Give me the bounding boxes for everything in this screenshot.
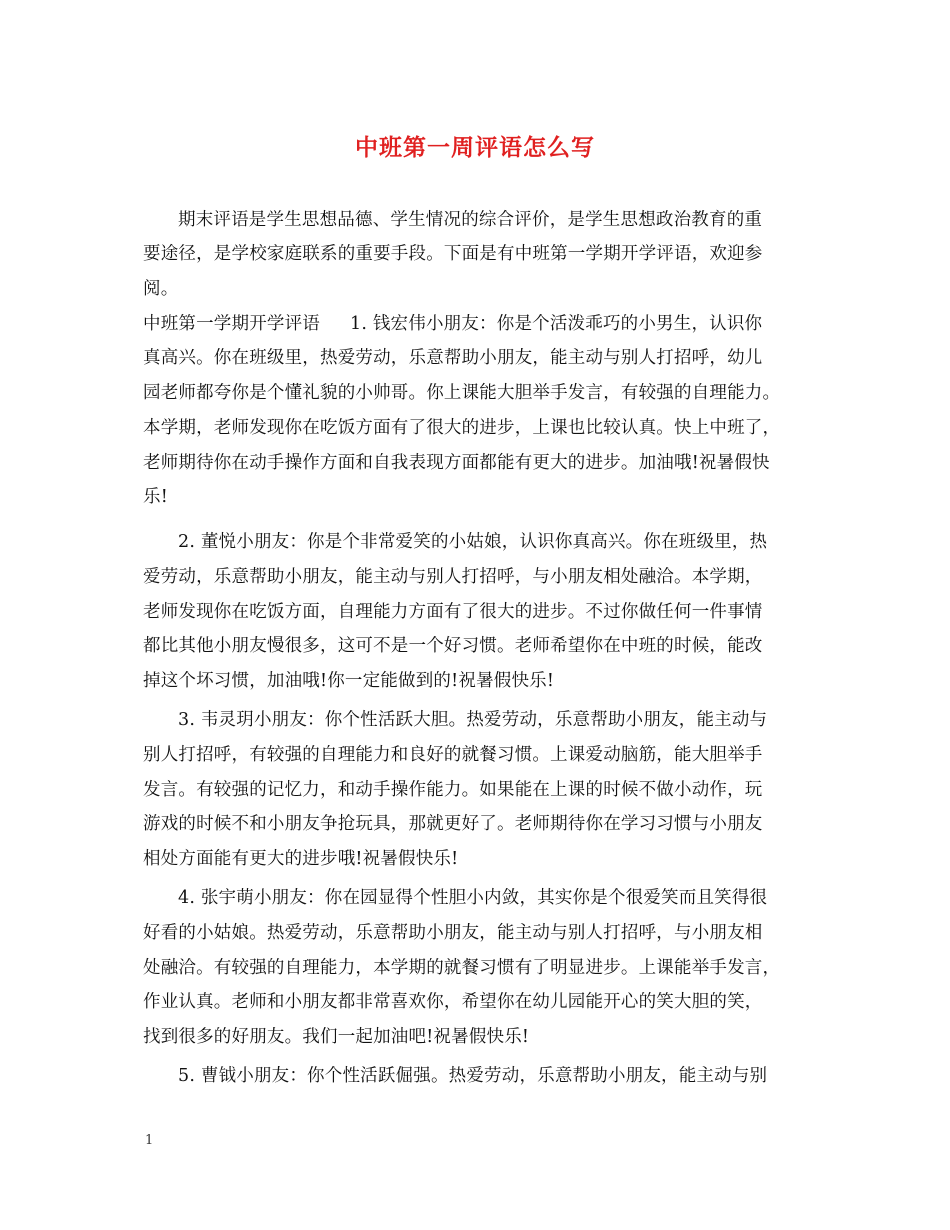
text-line: 老师期待你在动手操作方面和自我表现方面都能有更大的进步。加油哦!祝暑假快 xyxy=(143,453,770,473)
text-line: 都比其他小朋友慢很多，这可不是一个好习惯。老师希望你在中班的时候，能改 xyxy=(143,636,763,656)
section-heading: 中班第一学期开学评语 xyxy=(143,314,320,334)
page-number: 1 xyxy=(145,1133,154,1148)
text-line-inline: 1. 钱宏伟小朋友：你是个活泼乖巧的小男生，认识你 xyxy=(350,314,763,334)
text-line: 园老师都夸你是个懂礼貌的小帅哥。你上课能大胆举手发言，有较强的自理能力。 xyxy=(143,383,781,403)
text-line: 相处方面能有更大的进步哦!祝暑假快乐! xyxy=(143,849,459,869)
text-line: 好看的小姑娘。热爱劳动，乐意帮助小朋友，能主动与别人打招呼，与小朋友相 xyxy=(143,923,763,943)
text-line: 游戏的时候不和小朋友争抢玩具，那就更好了。老师期待你在学习习惯与小朋友 xyxy=(143,814,763,834)
text-line: 5. 曹钺小朋友：你个性活跃倔强。热爱劳动，乐意帮助小朋友，能主动与别 xyxy=(178,1066,768,1086)
text-line: 发言。有较强的记忆力，和动手操作能力。如果能在上课的时候不做小动作，玩 xyxy=(143,780,763,800)
text-line: 期末评语是学生思想品德、学生情况的综合评价，是学生思想政治教育的重 xyxy=(178,210,763,230)
text-line: 要途径，是学校家庭联系的重要手段。下面是有中班第一学期开学评语，欢迎参 xyxy=(143,244,763,264)
text-line: 本学期，老师发现你在吃饭方面有了很大的进步，上课也比较认真。快上中班了， xyxy=(143,418,781,438)
text-line: 乐! xyxy=(143,487,168,507)
text-line: 3. 韦灵玥小朋友：你个性活跃大胆。热爱劳动，乐意帮助小朋友，能主动与 xyxy=(178,710,768,730)
text-line: 4. 张宇萌小朋友：你在园显得个性胆小内敛，其实你是个很爱笑而且笑得很 xyxy=(178,888,768,908)
text-line: 爱劳动，乐意帮助小朋友，能主动与别人打招呼，与小朋友相处融洽。本学期， xyxy=(143,567,763,587)
text-line: 别人打招呼，有较强的自理能力和良好的就餐习惯。上课爱动脑筋，能大胆举手 xyxy=(143,745,763,765)
text-line-heading-row xyxy=(143,312,833,336)
text-line: 作业认真。老师和小朋友都非常喜欢你，希望你在幼儿园能开心的笑大胆的笑， xyxy=(143,992,763,1012)
text-line: 真高兴。你在班级里，热爱劳动，乐意帮助小朋友，能主动与别人打招呼，幼儿 xyxy=(143,348,763,368)
text-line: 掉这个坏习惯，加油哦!你一定能做到的!祝暑假快乐! xyxy=(143,671,555,691)
text-line: 阅。 xyxy=(143,279,179,299)
text-line: 找到很多的好朋友。我们一起加油吧!祝暑假快乐! xyxy=(143,1027,530,1047)
document-title: 中班第一周评语怎么写 xyxy=(355,135,595,161)
text-line: 处融洽。有较强的自理能力，本学期的就餐习惯有了明显进步。上课能举手发言， xyxy=(143,958,781,978)
text-line: 老师发现你在吃饭方面，自理能力方面有了很大的进步。不过你做任何一件事情 xyxy=(143,602,763,622)
text-line: 2. 董悦小朋友：你是个非常爱笑的小姑娘，认识你真高兴。你在班级里，热 xyxy=(178,532,768,552)
